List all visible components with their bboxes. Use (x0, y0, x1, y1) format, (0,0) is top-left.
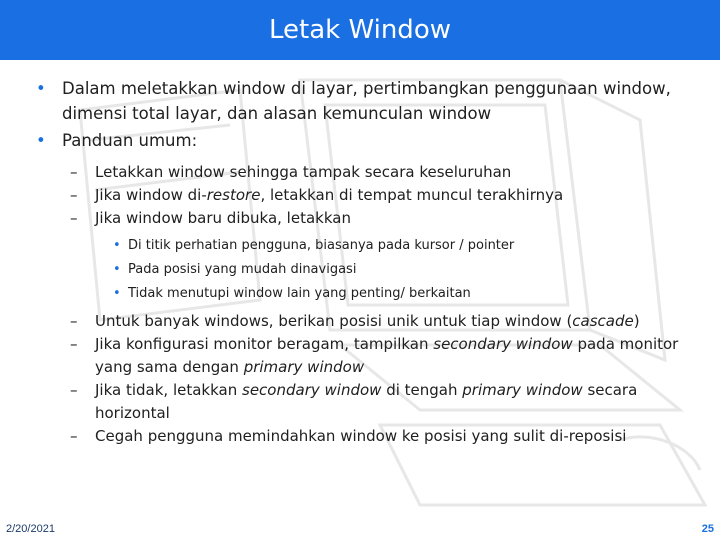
bullet-dot-icon: • (36, 131, 46, 150)
sub-item (30, 379, 700, 425)
slide-title: Letak Window (269, 15, 451, 45)
sub-item (30, 333, 700, 379)
bullet-dot-icon: • (113, 286, 121, 301)
sub-item-text: Jika window di-restore, letakkan di tempat muncul terakhirnya (95, 186, 564, 204)
dash-icon: – (70, 381, 78, 399)
sub-item (30, 207, 700, 230)
sub-item (30, 161, 700, 184)
bullet-text: Dalam meletakkan window di layar, pertimbangkan penggunaan window, dimensi total layar, dan alasan kemunculan window (62, 79, 671, 123)
footer-date: 2/20/2021 (6, 523, 55, 535)
sub-sub-item-text: Pada posisi yang mudah dinavigasi (128, 262, 357, 277)
dash-icon: – (70, 186, 78, 204)
sub-item-text: Jika tidak, letakkan secondary window di tengah primary window secara horizontal (95, 381, 638, 422)
bullet-dot-icon: • (36, 79, 46, 98)
sub-item-text: Letakkan window sehingga tampak secara keseluruhan (95, 163, 512, 181)
sub-sub-item (30, 234, 700, 258)
sub-item-text: Untuk banyak windows, berikan posisi unik untuk tiap window (cascade) (95, 312, 640, 330)
sub-sub-item (30, 258, 700, 282)
bullet-dot-icon: • (113, 238, 121, 253)
bullet-text: Panduan umum: (62, 131, 198, 150)
slide-content (30, 76, 700, 448)
sub-item-text: Jika window baru dibuka, letakkan (95, 209, 351, 227)
sub-item (30, 184, 700, 207)
page-number: 25 (701, 523, 714, 535)
sub-sub-item-text: Tidak menutupi window lain yang penting/ berkaitan (128, 286, 471, 301)
sub-sub-item (30, 282, 700, 306)
sub-item-text: Jika konfigurasi monitor beragam, tampilkan secondary window pada monitor yang sama dengan primary window (95, 335, 679, 376)
dash-icon: – (70, 312, 78, 330)
bullet-item (30, 76, 700, 126)
dash-icon: – (70, 427, 78, 445)
dash-icon: – (70, 209, 78, 227)
dash-icon: – (70, 163, 78, 181)
dash-icon: – (70, 335, 78, 353)
sub-item (30, 425, 700, 448)
sub-item-text: Cegah pengguna memindahkan window ke posisi yang sulit di-reposisi (95, 427, 627, 445)
sub-item (30, 310, 700, 333)
bullet-dot-icon: • (113, 262, 121, 277)
sub-sub-item-text: Di titik perhatian pengguna, biasanya pada kursor / pointer (128, 238, 515, 253)
title-bar (0, 0, 720, 60)
bullet-item (30, 128, 700, 153)
